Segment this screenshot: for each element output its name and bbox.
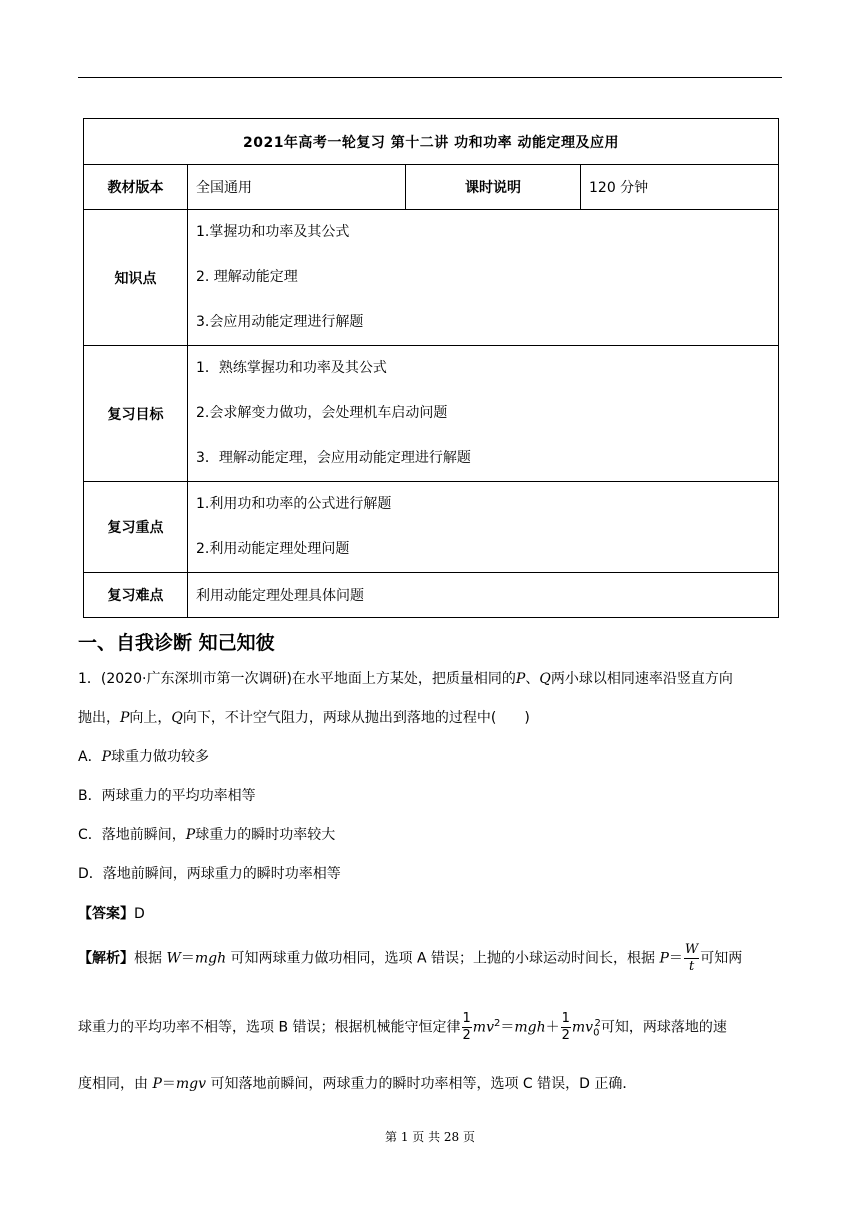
key-point-item: 2.利用动能定理处理问题 [196,541,350,557]
hours-value: 120 分钟 [581,165,779,210]
knowledge-list [188,210,779,346]
goal-item: 2.会求解变力做功，会处理机车启动问题 [196,405,448,421]
half-fraction: $\frac{1}{2}$ [462,1011,471,1043]
analysis-line1: 【解析】根据 W＝mgh 可知两球重力做功相同，选项 A 错误；上抛的小球运动时间长，根据 P＝ $\frac{W}{t}$ 可知两 [78,942,743,974]
half-fraction: $\frac{1}{2}$ [561,1011,570,1043]
power-fraction: $\frac{W}{t}$ [684,942,699,974]
goal-item: 1．熟练掌握功和功率及其公式 [196,360,387,376]
question-stem-line2: 抛出，P向上，Q向下，不计空气阻力，两球从抛出到落地的过程中( ) [78,710,530,726]
knowledge-label: 知识点 [84,210,188,346]
page-footer: 第 1 页 共 28 页 [385,1130,475,1144]
option-a: A．P球重力做功较多 [78,749,209,765]
analysis-line2: 球重力的平均功率不相等，选项 B 错误；根据机械能守恒定律 $\frac{1}{2}$ $mv^2=mgh+$ $\frac{1}{2}$ $mv_0^2$可知，两球落地的速 [78,1011,727,1043]
edition-value: 全国通用 [188,165,406,210]
answer-value: D [134,906,145,922]
hours-label: 课时说明 [406,165,581,210]
knowledge-item: 1.掌握功和功率及其公式 [196,224,350,240]
lesson-title: 2021年高考一轮复习 第十二讲 功和功率 动能定理及应用 [84,119,779,165]
key-point-item: 1.利用功和功率的公式进行解题 [196,496,392,512]
goals-label: 复习目标 [84,346,188,482]
answer-label: 【答案】 [78,906,134,922]
analysis-label: 【解析】 [78,950,134,967]
analysis-line3: 度相同，由 P＝mgv 可知落地前瞬间，两球重力的瞬时功率相等，选项 C 错误，D 正确． [78,1076,637,1092]
knowledge-item: 3.会应用动能定理进行解题 [196,314,364,330]
key-points-list [188,482,779,573]
key-points-label: 复习重点 [84,482,188,573]
lesson-info-table [83,118,779,618]
header-rule [78,77,782,78]
difficult-value: 利用动能定理处理具体问题 [188,573,779,618]
edition-label: 教材版本 [84,165,188,210]
question-stem-line1: 1．(2020·广东深圳市第一次调研)在水平地面上方某处，把质量相同的P、Q两小球以相同速率沿竖直方向 [78,671,733,687]
answer-line [78,903,145,923]
goals-list [188,346,779,482]
option-c: C．落地前瞬间，P球重力的瞬时功率较大 [78,827,336,843]
difficult-label: 复习难点 [84,573,188,618]
section-title: 一、自我诊断 知己知彼 [78,632,275,654]
goal-item: 3．理解动能定理，会应用动能定理进行解题 [196,450,471,466]
option-d: D．落地前瞬间，两球重力的瞬时功率相等 [78,866,341,882]
knowledge-item: 2. 理解动能定理 [196,269,298,285]
option-b: B．两球重力的平均功率相等 [78,788,256,804]
